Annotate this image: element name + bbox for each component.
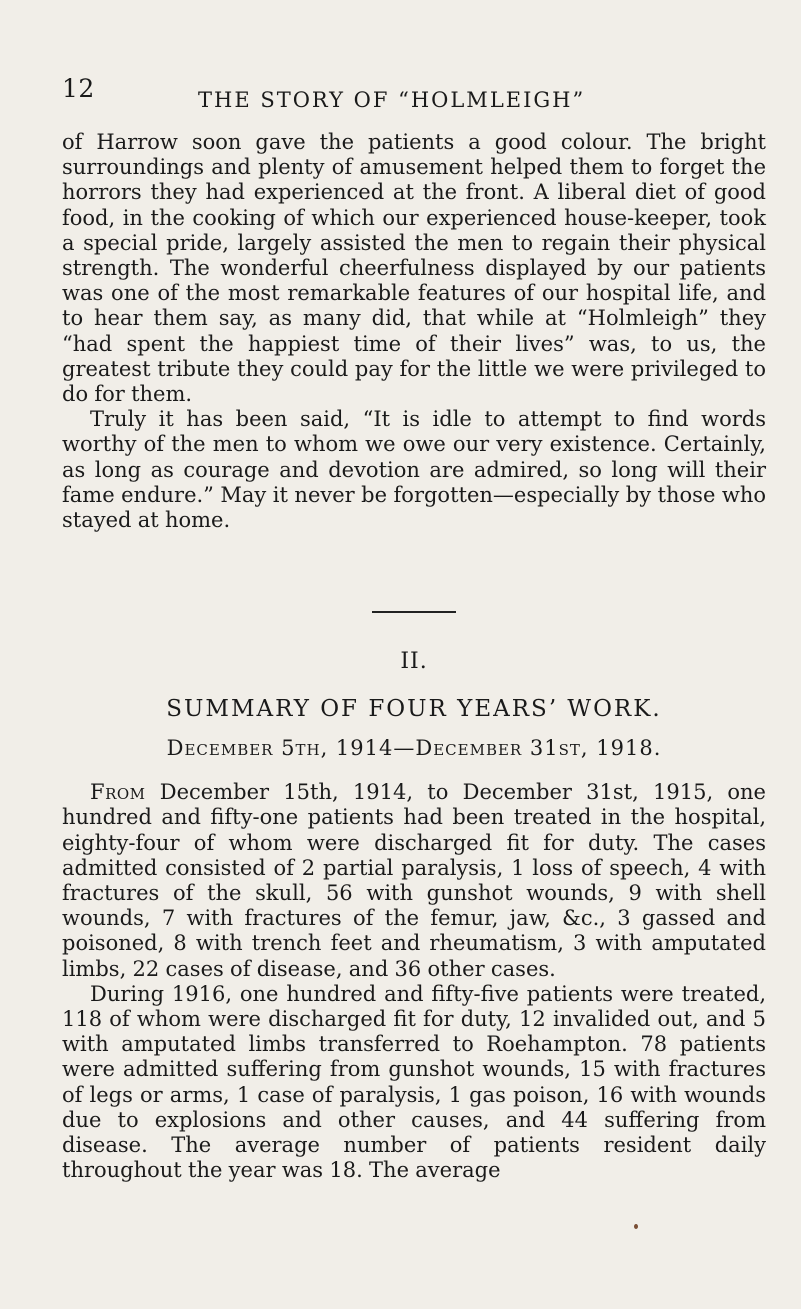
paragraph-1916: During 1916, one hundred and fifty-five patients were treated, 118 of whom were discharged fit for duty, 12 invalided out, and 5 with amputated limbs transferred to Roehampton. 78 patients were admitted suffering from gunshot wounds, 15 with fractures of legs or arms, 1 case of paralysis, 1 gas poison, 16 with wounds due to explosions and other causes, and 44 suffering from disease. The average number of patients resident daily throughout the year was 18. The average (62, 981, 766, 1183)
paragraph-lead-word: From (90, 780, 146, 805)
page-body (62, 130, 766, 1184)
section-title: SUMMARY OF FOUR YEARS’ WORK. (166, 696, 662, 723)
section-divider (372, 611, 456, 613)
paragraph-1914-1915 (62, 780, 766, 982)
paragraph-truly: Truly it has been said, “It is idle to attempt to find words worthy of the men to whom we owe our very existence. Certainly, as long as courage and devotion are admired, so long will their fame endure.” May it never be forgotten—especially by those who stayed at home. (62, 407, 766, 533)
page-number: 12 (62, 74, 95, 103)
paragraph-harrow: of Harrow soon gave the patients a good colour. The bright surroundings and plenty of amusement helped them to forget the horrors they had experienced at the front. A liberal diet of good food, in the cooking of which our experienced house-keeper, took a special pride, largely assisted the men to regain their physical strength. The wonderful cheerfulness displayed by our patients was one of the most remarkable features of our hospital life, and to hear them say, as many did, that while at “Holmleigh” they “had spent the happiest time of their lives” was, to us, the greatest tribute they could pay for the little we were privileged to do for them. (62, 130, 766, 407)
paper-speck (634, 1224, 638, 1229)
section-number: II. (400, 649, 428, 675)
running-title: THE STORY OF “HOLMLEIGH” (198, 88, 586, 112)
section-dates: December 5th, 1914—December 31st, 1918. (166, 736, 662, 761)
paragraph-text: December 15th, 1914, to December 31st, 1915, one hundred and fifty-one patients had been treated in the hospital, eighty-four of whom were discharged fit for duty. The cases admitted consisted of 2 partial paralysis, 1 loss of speech, 4 with fractures of the skull, 56 with gunshot wounds, 9 with shell wounds, 7 with fractures of the femur, jaw, &c., 3 gassed and poisoned, 8 with trench feet and rheumatism, 3 with amputated limbs, 22 cases of disease, and 36 other cases. (62, 780, 766, 981)
